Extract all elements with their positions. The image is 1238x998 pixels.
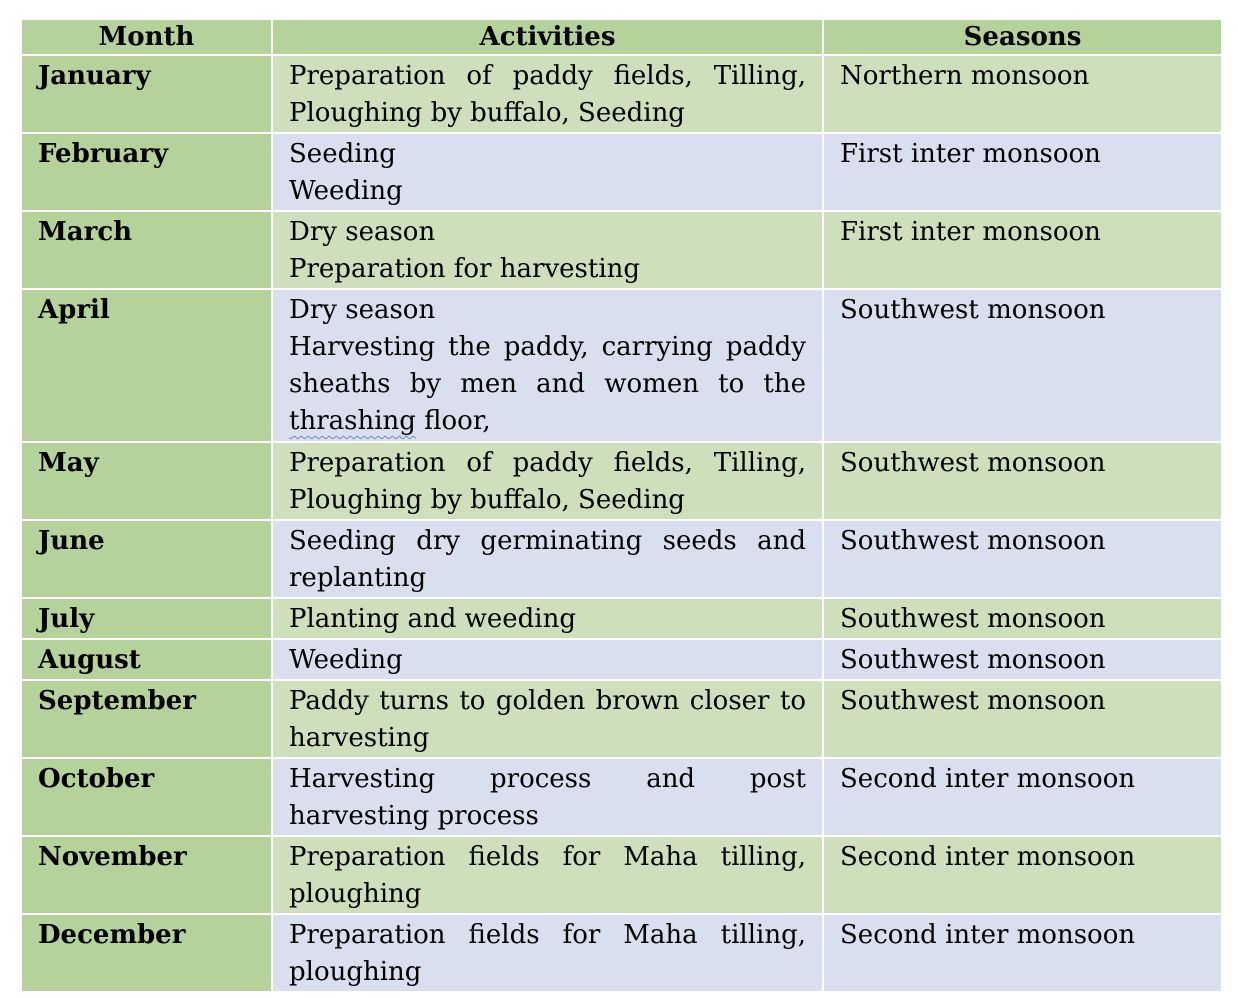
season-cell: Southwest monsoon <box>823 289 1222 442</box>
table-row <box>21 289 1222 442</box>
month-cell: February <box>21 133 272 211</box>
header-seasons: Seasons <box>823 19 1222 55</box>
activities-cell: Paddy turns to golden brown closer to harvesting <box>272 680 823 758</box>
month-cell: November <box>21 836 272 914</box>
activities-cell: Seeding Weeding <box>272 133 823 211</box>
season-cell: Southwest monsoon <box>823 442 1222 520</box>
season-cell: Southwest monsoon <box>823 639 1222 680</box>
season-cell: Northern monsoon <box>823 55 1222 133</box>
season-cell: Southwest monsoon <box>823 520 1222 598</box>
activities-line-tail: floor, <box>415 406 491 436</box>
activities-line: Dry season <box>289 295 436 325</box>
header-row <box>21 19 1222 55</box>
activities-cell: Planting and weeding <box>272 598 823 639</box>
season-cell: First inter monsoon <box>823 211 1222 289</box>
activities-cell: Preparation of paddy fields, Tilling, Ploughing by buffalo, Seeding <box>272 55 823 133</box>
activities-cell <box>272 289 823 442</box>
season-cell: Second inter monsoon <box>823 914 1222 992</box>
season-cell: Second inter monsoon <box>823 758 1222 836</box>
table-row <box>21 639 1222 680</box>
activities-cell: Preparation of paddy fields, Tilling, Ploughing by buffalo, Seeding <box>272 442 823 520</box>
month-cell: June <box>21 520 272 598</box>
season-cell: Second inter monsoon <box>823 836 1222 914</box>
month-cell: March <box>21 211 272 289</box>
month-cell: April <box>21 289 272 442</box>
table-row <box>21 680 1222 758</box>
table-header <box>21 19 1222 55</box>
activities-cell: Dry season Preparation for harvesting <box>272 211 823 289</box>
table-row <box>21 55 1222 133</box>
activities-cell: Weeding <box>272 639 823 680</box>
activities-cell: Harvesting process and post harvesting process <box>272 758 823 836</box>
table-row <box>21 133 1222 211</box>
table-body <box>21 55 1222 992</box>
calendar-table-container <box>20 18 1221 993</box>
activities-line: Harvesting the paddy, carrying paddy sheaths by men and women to the <box>289 332 806 399</box>
activities-cell: Seeding dry germinating seeds and replanting <box>272 520 823 598</box>
misspelled-word: thrashing <box>289 406 416 436</box>
month-cell: May <box>21 442 272 520</box>
activities-cell: Preparation fields for Maha tilling, ploughing <box>272 914 823 992</box>
activities-cell: Preparation fields for Maha tilling, ploughing <box>272 836 823 914</box>
season-cell: Southwest monsoon <box>823 680 1222 758</box>
table-row <box>21 442 1222 520</box>
season-cell: First inter monsoon <box>823 133 1222 211</box>
table-row <box>21 836 1222 914</box>
table-row <box>21 914 1222 992</box>
table-row <box>21 520 1222 598</box>
table-row <box>21 211 1222 289</box>
month-cell: January <box>21 55 272 133</box>
month-cell: December <box>21 914 272 992</box>
table-row <box>21 598 1222 639</box>
header-month: Month <box>21 19 272 55</box>
header-activities: Activities <box>272 19 823 55</box>
month-cell: August <box>21 639 272 680</box>
paddy-calendar-table <box>20 18 1223 993</box>
month-cell: September <box>21 680 272 758</box>
month-cell: July <box>21 598 272 639</box>
month-cell: October <box>21 758 272 836</box>
table-row <box>21 758 1222 836</box>
season-cell: Southwest monsoon <box>823 598 1222 639</box>
